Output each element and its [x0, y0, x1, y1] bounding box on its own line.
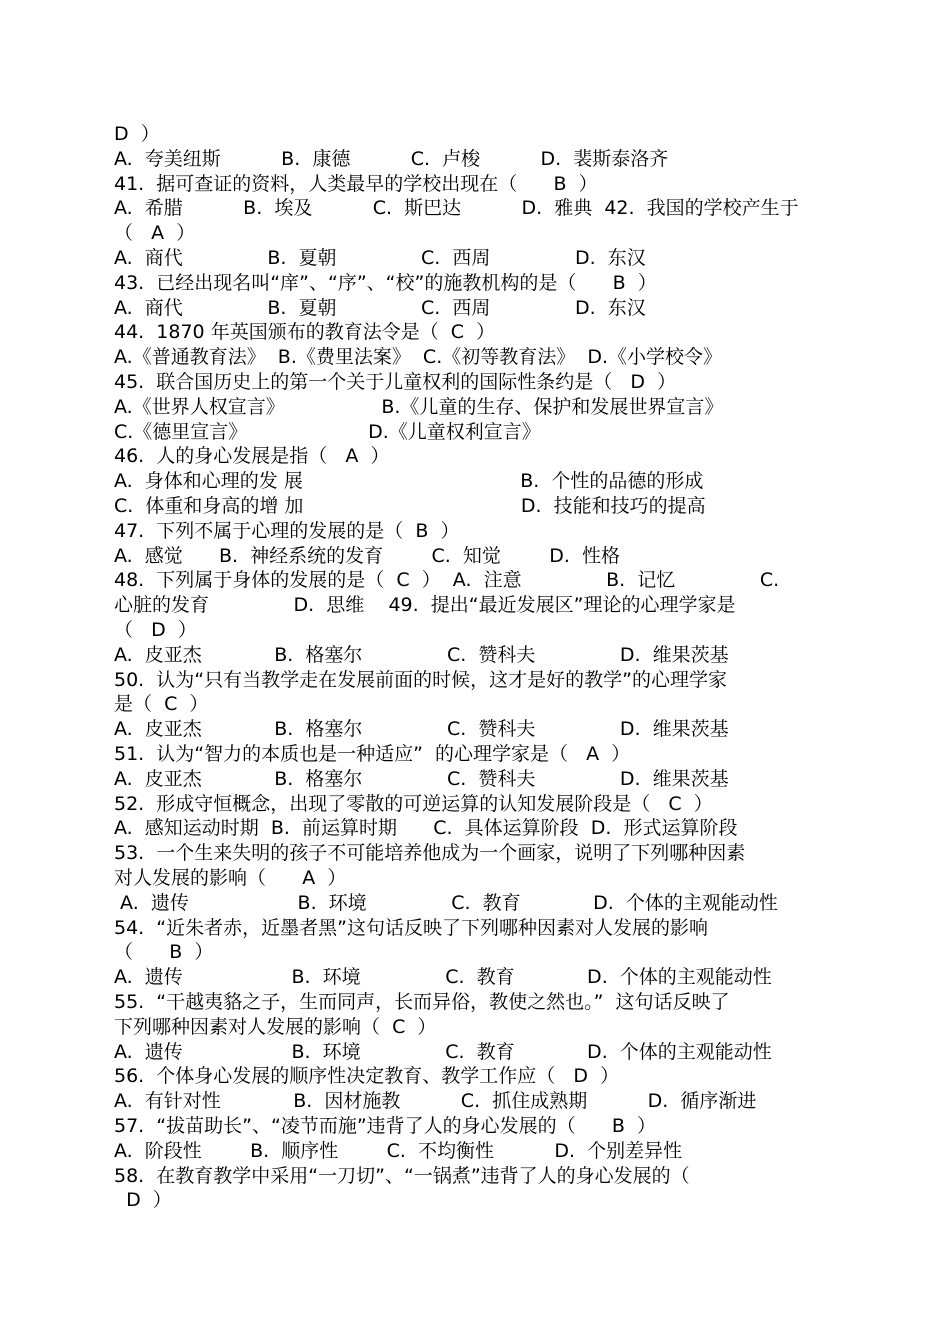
text-line: A. 商代 B. 夏朝 C. 西周 D. 东汉: [114, 296, 646, 319]
text-line: A. 希腊 B. 埃及 C. 斯巴达 D. 雅典 42. 我国的学校产生于: [114, 197, 799, 220]
text-line: A. 皮亚杰 B. 格塞尔 C. 赞科夫 D. 维果茨基: [114, 643, 729, 666]
text-line: A.《世界人权宣言》 B.《儿童的生存、保护和发展世界宣言》: [114, 395, 724, 418]
text-line: 41. 据可查证的资料，人类最早的学校出现在（ B ）: [114, 172, 598, 195]
text-line: 55. “干越夷貉之子，生而同声，长而异俗，教使之然也。” 这句话反映了: [114, 991, 730, 1013]
text-line: A. 遗传 B. 环境 C. 教育 D. 个体的主观能动性: [114, 966, 772, 989]
text-line: 44. 1870 年英国颁布的教育法令是（ C ）: [114, 321, 496, 344]
text-line: 57. “拔苗助长”、“凌节而施”违背了人的身心发展的（ B ）: [114, 1115, 657, 1137]
text-line: 46. 人的身心发展是指（ A ）: [114, 445, 390, 468]
text-line: 47. 下列不属于心理的发展的是（ B ）: [114, 519, 460, 542]
text-line: A. 皮亚杰 B. 格塞尔 C. 赞科夫 D. 维果茨基: [114, 767, 729, 790]
text-line: C. 体重和身高的增 加 D. 技能和技巧的提高: [114, 495, 706, 517]
text-line: 43. 已经出现名叫“庠”、“序”、“校”的施教机构的是（ B ）: [114, 271, 657, 294]
text-line: A. 阶段性 B. 顺序性 C. 不均衡性 D. 个别差异性: [114, 1139, 683, 1162]
text-line: 是（ C ）: [114, 693, 209, 716]
text-line: A. 身体和心理的发 展 B. 个性的品德的形成: [114, 470, 704, 493]
text-line: 45. 联合国历史上的第一个关于儿童权利的国际性条约是（ D ）: [114, 371, 677, 393]
text-line: A. 感知运动时期 B. 前运算时期 C. 具体运算阶段 D. 形式运算阶段: [114, 817, 738, 840]
text-line: A. 皮亚杰 B. 格塞尔 C. 赞科夫 D. 维果茨基: [114, 718, 729, 741]
text-line: （ D ）: [114, 619, 197, 641]
text-line: A. 遗传 B. 环境 C. 教育 D. 个体的主观能动性: [114, 1040, 772, 1063]
text-line: （ A ）: [114, 222, 196, 245]
text-line: A. 夸美纽斯 B. 康德 C. 卢梭 D. 裴斯泰洛齐: [114, 147, 669, 170]
text-line: A. 商代 B. 夏朝 C. 西周 D. 东汉: [114, 247, 646, 269]
text-line: 54. “近朱者赤，近墨者黑”这句话反映了下列哪种因素对人发展的影响: [114, 916, 708, 939]
text-line: 对人发展的影响（ A ）: [114, 867, 347, 889]
text-line: D ）: [114, 123, 160, 145]
text-line: 58. 在教育教学中采用“一刀切”、“一锅煮”违背了人的身心发展的（: [114, 1164, 690, 1187]
text-line: D ）: [114, 1189, 172, 1212]
text-line: 53. 一个生来失明的孩子不可能培养他成为一个画家，说明了下列哪种因素: [114, 842, 746, 865]
text-line: 56. 个体身心发展的顺序性决定教育、教学工作应（ D ）: [114, 1065, 620, 1088]
text-line: 50. 认为“只有当教学走在发展前面的时候，这才是好的教学”的心理学家: [114, 668, 727, 691]
text-line: 心脏的发育 D. 思维 49. 提出“最近发展区”理论的心理学家是: [114, 594, 736, 617]
text-line: 下列哪种因素对人发展的影响（ C ）: [114, 1015, 437, 1038]
text-line: 52. 形成守恒概念，出现了零散的可逆运算的认知发展阶段是（ C ）: [114, 792, 713, 815]
text-line: A. 有针对性 B. 因材施教 C. 抓住成熟期 D. 循序渐进: [114, 1090, 757, 1113]
text-line: C.《德里宣言》 D.《儿童权利宣言》: [114, 420, 541, 443]
text-line: 51. 认为“智力的本质也是一种适应” 的心理学家是（ A ）: [114, 743, 631, 765]
text-line: A.《普通教育法》 B.《费里法案》 C.《初等教育法》 D.《小学校令》: [114, 346, 722, 369]
text-line: A. 遗传 B. 环境 C. 教育 D. 个体的主观能动性: [114, 891, 778, 914]
text-line: 48. 下列属于身体的发展的是（ C ） A. 注意 B. 记忆 C.: [114, 569, 780, 592]
text-line: （ B ）: [114, 941, 214, 964]
text-line: A. 感觉 B. 神经系统的发育 C. 知觉 D. 性格: [114, 544, 620, 567]
